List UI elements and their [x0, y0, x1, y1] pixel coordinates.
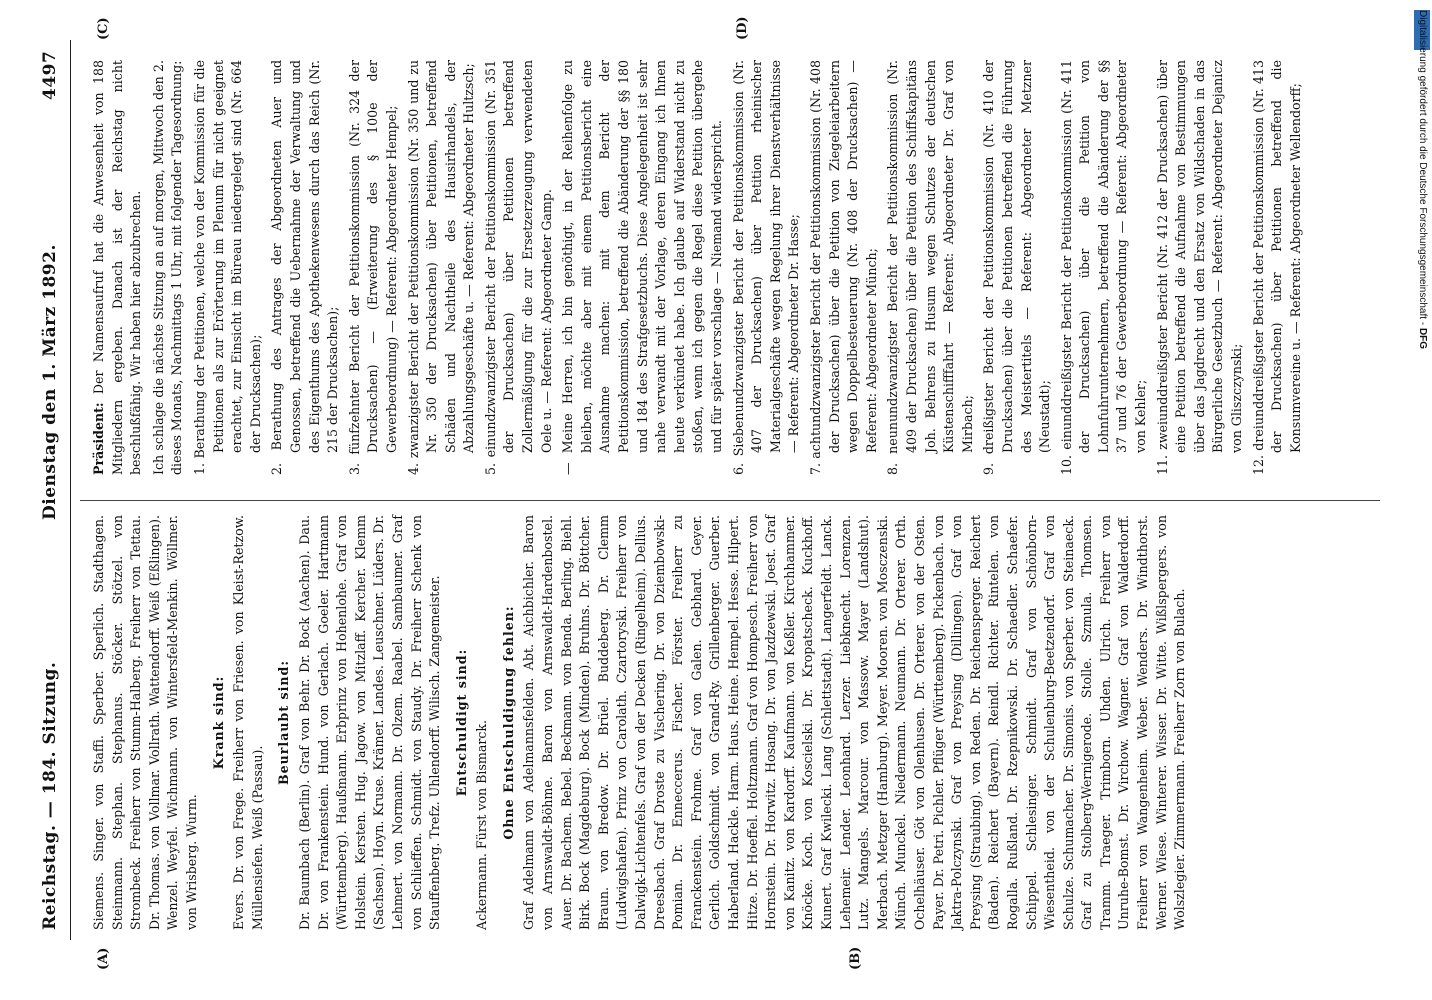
header-rule: [70, 40, 71, 940]
agenda-item: [191, 60, 265, 475]
agenda-item-text: achtundzwanzigster Bericht der Petitionskommission (Nr. 408 der Drucksachen) über die Petition von Ziegeleiarbeitern wegen Doppelbesteuerung (Nr. 408 der Drucksachen) — Referent: Abgeordneter Münch;: [807, 60, 879, 459]
agenda-item: [1154, 60, 1247, 475]
unexcused-list: Graf Adelmann von Adelmannsfelden. Abt. Aichbichler. Baron von Arnswaldt-Böhme. Baron von Arnswaldt-Hardenbostel. Auer. Dr. Bachem. Bebel. Beckmann. von Benda. Berling. Biehl. Birk. Bock (Magdeburg). Bock (Minden). Bruhns. Dr. Böttcher. Braun. von Bredow. Dr. Brüel. Buddeberg. Dr. Clemm (Ludwigshafen). Prinz von Carolath. Czartoryski. Freiherr von Dalwigk-Lichtenfels. Graf von der Decken (Ringelheim). Dellius. Dreesbach. Graf Droste zu Vischering. Dr. von Dziembowski-Pomian. Dr. Enneccerus. Fischer. Förster. Freiherr zu Franckenstein. Frohme. Graf von Galen. Gebhard. Geyer. Gerlich. Goldschmidt. von Grand-Ry. Grillenberger. Guerber. Haberland. Hackle. Harm. Haus. Heine. Hempel. Hesse. Hilpert. Hitze. Dr. Hoeffel. Holtzmann. Graf von Hompesch. Freiherr von Hornstein. Dr. Horwitz. Hosang. Dr. von Jazdzewski. Joest. Graf von Kanitz. von Kardorff. Kaufmann. von Keßler. Kirchhammer. Knöcke. Koch. von Koscielski. Dr. Kropatscheck. Kuckhoff. Kunert. Graf Kwilecki. Lang (Schlettstadt). Langerfeldt. Lanck. Lehemeir. Lender. Leonhard. Lerzer. Liebknecht. Lorenzen. Lutz. Mangels. Marcour. von Massow. Mayer (Landshut). Merbach. Metzger (Hamburg). Meyer. Mooren. von Mosczenski. Münch. Munckel. Niedermann. Neumann. Dr. Orterer. Orth. Ochelhäuser. Göt von Olenhusen. Dr. Orterer. von der Osten. Payer. Dr. Petri. Pichler. Pflüger (Württemberg). Pickenbach. von Jaktra-Polczynski. Graf von Preysing (Dillingen). Graf von Preysing (Straubing). von Reden. Dr. Reichensperger. Reichert (Baden). Reichert (Bayern). Reindl. Richter. Rintelen. von Rogalla. Rußland. Dr. Rzepnikowski. Dr. Schaedler. Schaefer. Schippel. Schlesinger. Schmidt. Graf von Schönborn-Wiesentheid. von der Schulenburg-Beetzendorf. Graf von Schulze. Schumacher. Dr. Simonis. von Sperber. von Steinaeck. Graf zu Stolberg-Wernigerode. Stolle. Szmula. Thomsen. Tramm. Traeger. Trimborn. Uhden. Ulrich. Freiherr von Unruhe-Bomst. Dr. Virchow. Wagner. Graf von Walderdorff. Freiherr von Wangenheim. Weber. Wenders. Dr. Windthorst. Werner. Wiese. Winterer. Wisser. Dr. Witte. Wißlspergers. von Wolszlegier. Zimmermann. Freiherr Zorn von Bulach.: [521, 515, 1188, 930]
agenda-item-text: — Meine Herren, ich bin genöthigt, in der Reihenfolge zu bleiben, möchte aber mit einem Petitionsbericht eine Ausnahme machen: mit dem Bericht der Petitionskommission, betreffend die Abänderung der §§ 180 und 184 des Strafgesetzbuchs. Diese Angelegenheit ist sehr nahe verwandt mit der Vorlage, deren Eingang ich Ihnen heute verkündet habe. Ich glaube auf Widerstand nicht zu stoßen, wenn ich gegen die Regel diese Petition übergehe und für später vorschlage — Niemand widerspricht.: [560, 60, 724, 475]
agenda-item-number: 10.: [1058, 454, 1074, 475]
agenda-item-text: fünfzehnter Bericht der Petitionskommission (Nr. 324 der Drucksachen) — (Erweiterung des § 100e der Gewerbeordnung) — Referent: Abgeordneter Hempel;: [346, 60, 399, 455]
agenda-item-number: 5.: [482, 462, 498, 475]
agenda-list: [191, 60, 1305, 475]
sick-heading: Krank sind:: [210, 675, 226, 770]
agenda-item-number: 2.: [269, 462, 285, 475]
margin-marker-d: (D): [735, 16, 750, 40]
agenda-item-number: 8.: [885, 462, 901, 475]
agenda-item: [405, 60, 479, 475]
leave-heading: Beurlaubt sind:: [276, 659, 292, 786]
right-column: [90, 60, 1308, 475]
agenda-item-number: 3.: [346, 462, 362, 475]
leave-list: Dr. Baumbach (Berlin). Graf von Behr. Dr. Bock (Aachen). Dau. Dr. von Frankenstein. Hund. von Gerlach. Goeler. Hartmann (Württemberg). Haußmann. Erbprinz von Hohenlohe. Graf von Holstein. Kersten. Hug. Jagow. von Mitzlaff. Kercher. Klemm (Sachsen). Hoyn. Kruse. Krämer. Landes. Leuschner. Lüders. Dr. Lehmert. von Normann. Dr. Olzem. Raabel. Sambaumer. Graf von Schlieffen. Schmidt. von Staudy. Dr. Freiherr Schenk von Stauffenberg. Trefz. Uhlendorff. Wilisch. Zangemeister.: [296, 515, 443, 930]
agenda-item: [559, 60, 726, 475]
attendance-list: Siemens. Singer. von Staffi. Sperber. Sperlich. Stadthagen. Steinmann. Stephan. Stephanus. Stöcker. Stötzel. von Strombeck. Freiherr von Stumm-Halberg. Freiherr von Tettau. Dr. Thomas. von Vollmar. Vollrath. Wattendorff. Weiß (Eßlingen). Wenzel. Weyfel. Wichmann. von Wintersfeld-Menkin. Wöllmer. von Wrisberg. Wurm.: [91, 515, 199, 930]
agenda-item: [884, 60, 977, 475]
agenda-item-text: zweiunddreißigster Bericht (Nr. 412 der Drucksachen) über eine Petition betreffend die Aufnahme von Bestimmungen über das Jagdrecht und den Ersatz von Wildschaden in das Bürgerliche Gesetzbuch — Referent: Abgeordneter Dejanicz von Gliszczynski;: [1154, 60, 1245, 453]
excused-heading: Entschuldigt sind:: [453, 648, 469, 797]
agenda-item-text: einundzwanzigster Bericht der Petitionskommission (Nr. 351 der Drucksachen) über Petitionen betreffend Zollermäßigung für die zur Ersetzerzeugung verwendeten Oele u. — Referent: Abgeordneter Gamp.: [482, 60, 554, 458]
agenda-item: [980, 60, 1054, 475]
agenda-item-text: Siebenundzwanzigster Bericht der Petitionskommission (Nr. 407 der Drucksachen) über Petition rheinischer Materialgeschäfte wegen Regelung ihrer Dienstverhältnisse — Referent: Abgeordneter Dr. Hasse;: [730, 60, 802, 457]
agenda-item-text: neunundzwanzigster Bericht der Petitionskommission (Nr. 409 der Drucksachen) über die Petition des Schiffskapitäns Joh. Behrens zu Husum wegen Schutzes der deutschen Küstenschifffahrt — Referent: Abgeordneter Dr. Graf von Mirbach;: [885, 60, 975, 454]
agenda-item: [268, 60, 342, 475]
digitization-credit-text: Digitalisierung gefördert durch die Deutsche Forschungsgemeinschaft - DFG: [1417, 10, 1428, 350]
running-header-date: Dienstag den 1. März 1892.: [40, 244, 60, 520]
agenda-item-number: 7.: [807, 462, 823, 475]
speaker-label: Präsident:: [91, 402, 106, 475]
agenda-item-number: 6.: [730, 462, 746, 475]
agenda-item-text: Berathung des Antrages der Abgeordneten Auer und Genossen, betreffend die Uebernahme der Verwaltung und des Eigenthums des Apothekenwesens durch das Reich (Nr. 215 der Drucksachen);: [269, 60, 341, 453]
excused-list: Ackermann. Fürst von Bismarck.: [474, 719, 490, 930]
margin-marker-b: (B): [848, 946, 863, 970]
agenda-item-text: dreiunddreißigster Bericht der Petitionskommission (Nr. 413 der Drucksachen) über Petitionen betreffend die Konsumvereine u. — Referent: Abgeordneter Wellendorff;: [1250, 60, 1303, 453]
unexcused-heading: Ohne Entschuldigung fehlen:: [500, 605, 516, 840]
agenda-intro: Ich schlage die nächste Sitzung an auf morgen, Mittwoch den 2. dieses Monats, Nachmittags 1 Uhr, mit folgender Tagesordnung:: [150, 60, 185, 475]
agenda-item: [1250, 60, 1306, 475]
page-number: 4497: [40, 50, 60, 100]
margin-marker-c: (C): [96, 17, 111, 40]
agenda-item-number: 11.: [1154, 454, 1170, 475]
column-divider: [80, 500, 1380, 501]
margin-marker-a: (A): [96, 947, 111, 970]
agenda-item-text: dreißigster Bericht der Petitionskommission (Nr. 410 der Drucksachen) über die Petitionen betreffend die Führung des Meistertitels — Referent: Abgeordneter Metzner (Neustadt);: [981, 60, 1053, 455]
digitization-credit: [1414, 10, 1432, 990]
agenda-item: [1058, 60, 1151, 475]
left-column: [90, 515, 1194, 930]
agenda-item-number: 12.: [1250, 454, 1266, 475]
agenda-item: [730, 60, 804, 475]
agenda-item-number: 1.: [191, 462, 207, 475]
president-paragraph: [90, 60, 146, 475]
agenda-item-number: 9.: [981, 462, 997, 475]
agenda-item: [346, 60, 402, 475]
agenda-item-number: 4.: [405, 462, 421, 475]
agenda-item: [482, 60, 556, 475]
agenda-item-text: Berathung der Petitionen, welche von der Kommission für die Petitionen als zur Erörterung im Plenum für nicht geeignet erachtet, zur Einsicht im Büreau niedergelegt sind (Nr. 664 der Drucksachen);: [191, 60, 263, 459]
agenda-item-text: zwanzigster Bericht der Petitionskommission (Nr. 350 und zu Nr. 350 der Drucksachen) über Petitionen, betreffend Schäden und Nachtheile des Hausirhandels, der Abzahlungsgeschäfte u. — Referent: Abgeordneter Hultzsch;: [405, 60, 477, 459]
agenda-item-text: einunddreißigster Bericht der Petitionskommission (Nr. 411 der Drucksachen) über die Petition von Lohnfuhrunternehmern, betreffend die Abänderung der §§ 37 und 76 der Gewerbeordnung — Referent: Abgeordneter von Kehler;: [1058, 60, 1149, 453]
president-text: Der Namensaufruf hat die Anwesenheit von 188 Mitgliedern ergeben. Danach ist der Reichstag nicht beschlußfähig. Wir haben hier abzubrechen.: [91, 60, 144, 475]
running-header-left: Reichstag. — 184. Sitzung.: [40, 661, 60, 930]
agenda-item: [807, 60, 881, 475]
sick-list: Evers. Dr. von Frege. Freiherr von Friesen. von Kleist-Retzow. Müllensiefen. Weiß (Passau).: [231, 515, 265, 930]
